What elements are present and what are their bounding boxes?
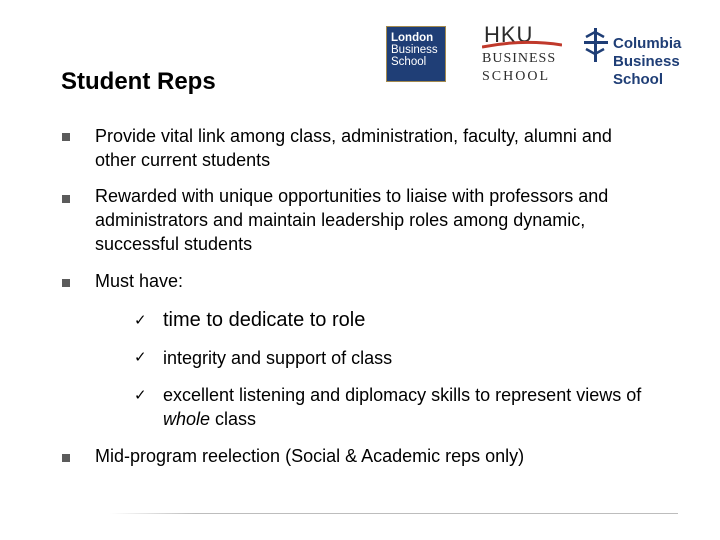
slide-title: Student Reps bbox=[61, 68, 216, 95]
check-icon: ✓ bbox=[134, 312, 147, 329]
bullet-square-icon bbox=[62, 454, 70, 462]
hku-logo-line2: BUSINESS bbox=[482, 51, 557, 66]
london-business-school-logo bbox=[386, 26, 446, 82]
cbs-logo-line2: Business bbox=[613, 53, 680, 70]
columbia-crown-icon bbox=[582, 28, 610, 62]
hku-wordmark bbox=[482, 22, 562, 50]
sub-bullet-listening-text: excellent listening and diplomacy skills to represent views of bbox=[163, 385, 642, 405]
bullet-rewarded: Rewarded with unique opportunities to liaise with professors and administrators and maintain leadership roles among dynamic, successful students bbox=[95, 186, 609, 254]
bullet-must-have: Must have: bbox=[95, 271, 184, 291]
lbs-logo-line1: London bbox=[391, 32, 434, 44]
bullet-square-icon bbox=[62, 195, 70, 203]
sub-bullet-listening-tail: class bbox=[210, 409, 257, 429]
footer-divider bbox=[110, 513, 678, 514]
cbs-logo-text bbox=[613, 35, 681, 89]
sub-bullet-listening-emphasis: whole bbox=[163, 409, 211, 429]
cbs-logo-line1: Columbia bbox=[613, 35, 682, 52]
hku-logo-line3: SCHOOL bbox=[482, 69, 551, 84]
cbs-logo-line3: School bbox=[613, 71, 664, 88]
check-icon: ✓ bbox=[134, 349, 147, 366]
sub-bullet-listening bbox=[163, 383, 683, 431]
bullet-square-icon bbox=[62, 279, 70, 287]
bullet-vital-link: Provide vital link among class, administration, faculty, alumni and other current students bbox=[95, 126, 612, 170]
bullet-reelection: Mid-program reelection (Social & Academic reps only) bbox=[95, 446, 525, 466]
check-icon: ✓ bbox=[134, 387, 147, 404]
sub-bullet-time: time to dedicate to role bbox=[163, 309, 366, 331]
bullet-square-icon bbox=[62, 133, 70, 141]
lbs-logo-line3: School bbox=[391, 56, 427, 68]
lbs-logo-line2: Business bbox=[391, 44, 438, 56]
hku-business-school-logo bbox=[470, 22, 570, 88]
hku-wordmark-text: HKU bbox=[484, 22, 534, 47]
columbia-business-school-logo bbox=[582, 24, 702, 86]
sub-bullet-integrity: integrity and support of class bbox=[163, 348, 393, 368]
